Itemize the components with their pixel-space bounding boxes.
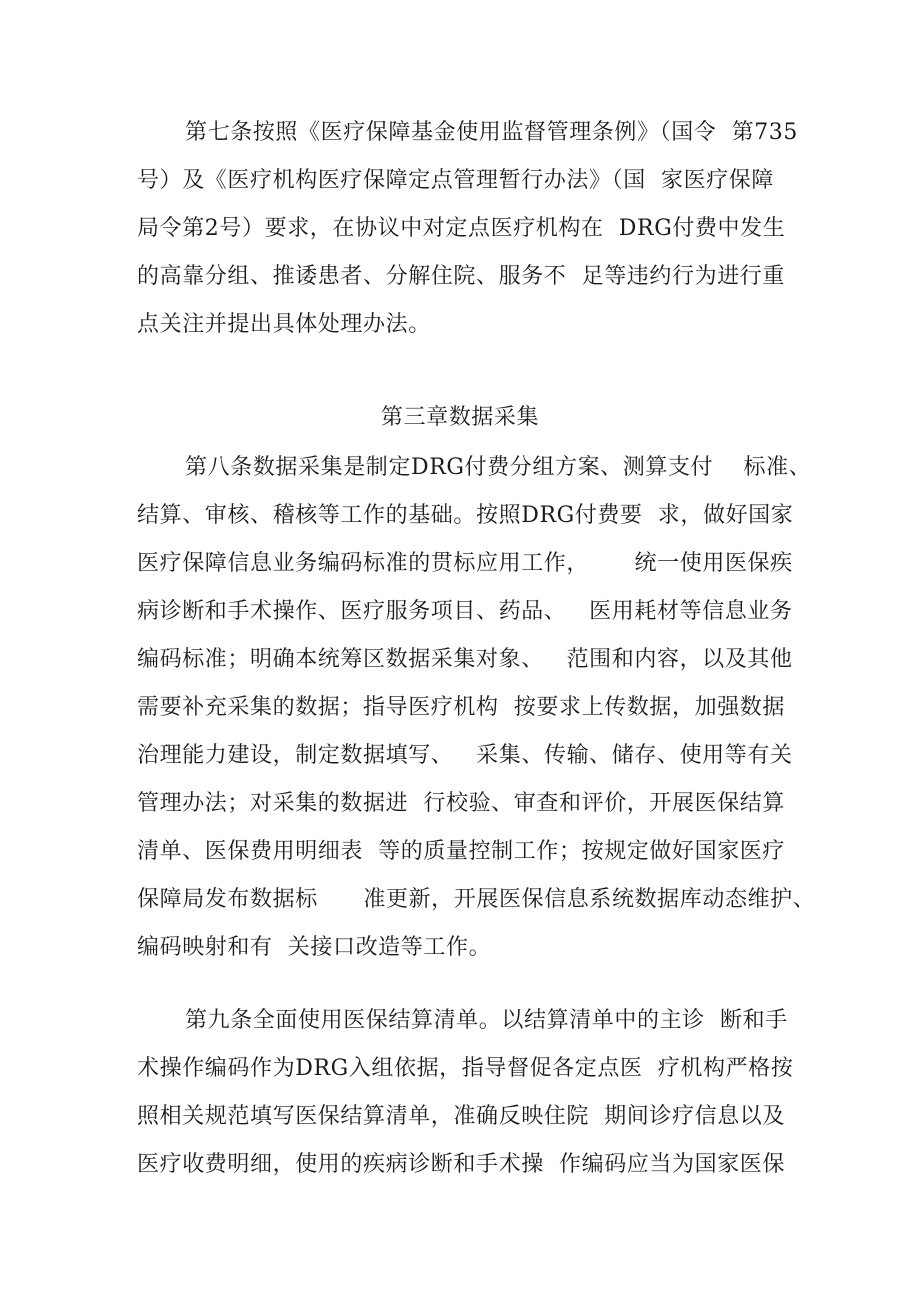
text-line: 保障局发布数据标 准更新，开展医保信息系统数据库动态维护、 bbox=[137, 887, 816, 912]
text-line: 清单、医保费用明细表 等的质量控制工作；按规定做好国家医疗 bbox=[137, 839, 785, 864]
text-line: 编码映射和有 关接口改造等工作。 bbox=[137, 935, 492, 960]
text-line: 点关注并提出具体处理办法。 bbox=[137, 312, 431, 337]
text-line: 号）及《医疗机构医疗保障定点管理暂行办法》（国 家医疗保障 bbox=[137, 168, 774, 193]
text-line: 需要补充采集的数据；指导医疗机构 按要求上传数据，加强数据 bbox=[137, 695, 785, 720]
text-line: 的高靠分组、推诿患者、分解住院、服务不 足等违约行为进行重 bbox=[137, 264, 785, 289]
text-line: 局令第2号）要求，在协议中对定点医疗机构在 DRG付费中发生 bbox=[137, 216, 786, 241]
text-line: 治理能力建设，制定数据填写、 采集、传输、储存、使用等有关 bbox=[137, 743, 793, 768]
text-line: 编码标准；明确本统筹区数据采集对象、 范围和内容，以及其他 bbox=[137, 647, 793, 672]
text-line: 医疗收费明细，使用的疾病诊断和手术操 作编码应当为国家医保 bbox=[137, 1152, 785, 1177]
text-line: 第九条全面使用医保结算清单。以结算清单中的主诊 断和手 bbox=[185, 1008, 788, 1033]
text-line: 术操作编码作为DRG入组依据，指导督促各定点医 疗机构严格按 bbox=[137, 1056, 794, 1081]
chapter-heading: 第三章数据采集 bbox=[380, 405, 540, 430]
text-line: 第八条数据采集是制定DRG付费分组方案、测算支付 标准、 bbox=[185, 455, 812, 480]
text-line: 照相关规范填写医保结算清单，准确反映住院 期间诊疗信息以及 bbox=[137, 1104, 785, 1129]
text-line: 病诊断和手术操作、医疗服务项目、药品、 医用耗材等信息业务 bbox=[137, 599, 793, 624]
text-line: 医疗保障信息业务编码标准的贯标应用工作， 统一使用医保疾 bbox=[137, 551, 793, 576]
text-line: 第七条按照《医疗保障基金使用监督管理条例》（国令 第735 bbox=[185, 120, 798, 145]
text-line: 结算、审核、稽核等工作的基础。按照DRG付费要 求，做好国家 bbox=[137, 503, 794, 528]
text-line: 管理办法；对采集的数据进 行校验、审查和评价，开展医保结算 bbox=[137, 791, 785, 816]
